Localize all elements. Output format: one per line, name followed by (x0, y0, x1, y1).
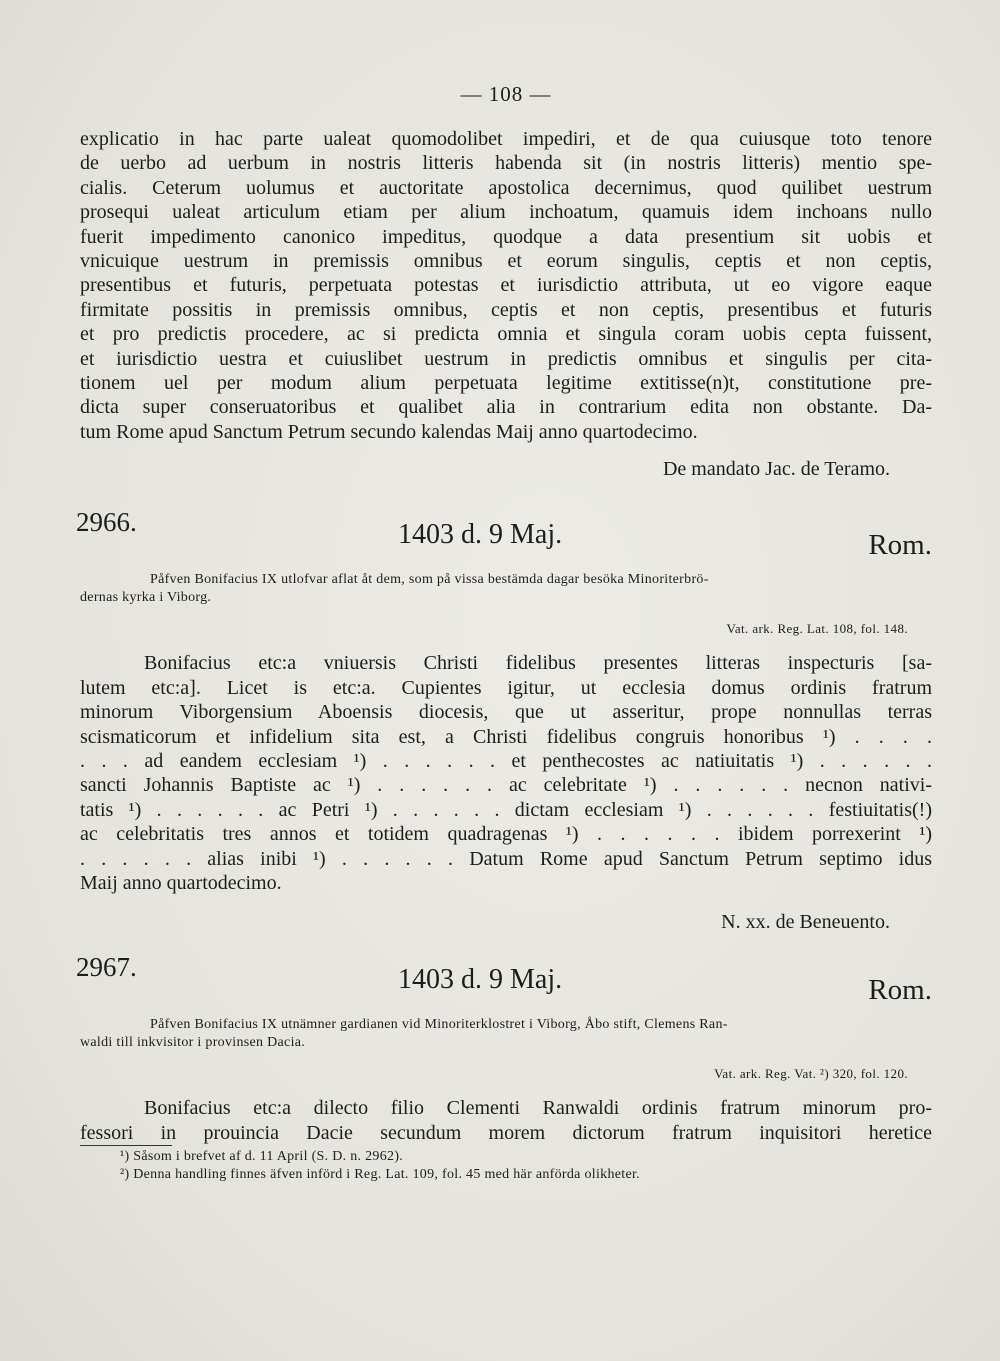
text-line: Bonifacius etc:a dilecto filio Clementi Ranwaldi ordinis fratrum minorum pro- (144, 1097, 932, 1120)
document-summary (80, 571, 932, 607)
text-line: vnicuique uestrum in premissis omnibus et eorum singulis, ceptis et non ceptis, (80, 250, 932, 273)
text-line: ac celebritatis tres annos et totidem quadragenas ¹) . . . . . . ibidem porrexerint ¹) (80, 823, 932, 846)
text-line: firmitate possitis in premissis omnibus, ceptis et non ceptis, presentibus et futuris (80, 298, 932, 321)
footnote-divider (80, 1145, 172, 1146)
footnote: ²) Denna handling finnes äfven införd i Reg. Lat. 109, fol. 45 med här anförda olikheter. (120, 1167, 640, 1183)
document-place: Rom. (868, 974, 932, 1007)
footnotes (120, 1148, 932, 1184)
page-number: — 108 — (460, 82, 552, 106)
text-line: . . . ad eandem ecclesiam ¹) . . . . . . et penthecostes ac natiuitatis ¹) . . . . . . (80, 749, 932, 772)
footnote: ¹) Såsom i brefvet af d. 11 April (S. D. n. 2962). (120, 1149, 404, 1165)
summary-line: Påfven Bonifacius IX utnämner gardianen vid Minoriterklostret i Viborg, Åbo stift, Clemens Ran- (150, 1017, 728, 1033)
text-line: explicatio in hac parte ualeat quomodolibet impediri, et de qua cuiusque toto tenore (80, 128, 932, 150)
text-line: cialis. Ceterum uolumus et auctoritate apostolica decernimus, quod quilibet uestrum (80, 176, 932, 199)
text-line: tionem uel per modum alium perpetuata legitime extitisse(n)t, constitutione pre- (80, 372, 932, 395)
document-number: 2966. (76, 507, 137, 538)
document-summary (80, 1016, 932, 1052)
document-body (80, 1096, 932, 1145)
text-line: presentibus et futuris, perpetuata potestas et iurisdictio attributa, ut eo vigore eaque (80, 274, 932, 297)
text-line: et pro predictis procedere, ac si predicta omnia et singula coram uobis cepta fuissent, (80, 323, 932, 346)
document-date: 1403 d. 9 Maj. (398, 964, 563, 996)
text-line: tum Rome apud Sanctum Petrum secundo kalendas Maij anno quartodecimo. (80, 420, 698, 443)
text-line: tatis ¹) . . . . . . ac Petri ¹) . . . . . . dictam ecclesiam ¹) . . . . . . festiuitatis(!) (80, 798, 932, 821)
text-line: et iurisdictio uestra et cuiuslibet uestrum in predictis omnibus et singulis per cita- (80, 347, 932, 370)
text-line: . . . . . . alias inibi ¹) . . . . . . Datum Rome apud Sanctum Petrum septimo idus (80, 847, 932, 870)
signature: De mandato Jac. de Teramo. (662, 458, 890, 481)
text-line: scismaticorum et infidelium sita est, a Christi fidelibus congruis honoribus ¹) . . . . (80, 725, 932, 748)
document-place: Rom. (868, 529, 932, 562)
text-line: dicta super conseruatoribus et qualibet alia in contrarium edita non obstante. Da- (80, 396, 932, 419)
document-heading (76, 952, 932, 1008)
text-line: sancti Johannis Baptiste ac ¹) . . . . . . ac celebritate ¹) . . . . . . necnon nativi- (80, 774, 932, 797)
summary-line: dernas kyrka i Viborg. (80, 590, 212, 606)
text-line: prosequi ualeat articulum etiam per alium inchoatum, quamuis idem inchoans nullo (80, 201, 932, 224)
text-line: lutem etc:a]. Licet is etc:a. Cupientes igitur, ut ecclesia domus ordinis fratrum (80, 676, 932, 699)
summary-line: Påfven Bonifacius IX utlofvar aflat åt dem, som på vissa bestämda dagar besöka Minoriterbrö- (150, 572, 709, 588)
text-line: fessori in prouincia Dacie secundum morem dictorum fratrum inquisitori heretice (80, 1121, 932, 1144)
text-line: fuerit impedimento canonico impeditus, quodque a data presentium sit uobis et (80, 225, 932, 248)
archive-source: Vat. ark. Reg. Vat. ²) 320, fol. 120. (714, 1066, 908, 1082)
document-date: 1403 d. 9 Maj. (398, 519, 563, 551)
signature: N. xx. de Beneuento. (721, 911, 890, 934)
document-number: 2967. (76, 952, 137, 983)
document-body (80, 651, 932, 895)
text-line: minorum Viborgensium Aboensis diocesis, que ut asseritur, prope nonnullas terras (80, 701, 932, 724)
summary-line: waldi till inkvisitor i provinsen Dacia. (80, 1035, 306, 1051)
text-line: de uerbo ad uerbum in nostris litteris habenda sit (in nostris litteris) mentio spe- (80, 152, 932, 175)
document-heading (76, 507, 932, 563)
continuation-text (80, 127, 932, 444)
archive-source: Vat. ark. Reg. Lat. 108, fol. 148. (726, 621, 908, 637)
text-line: Bonifacius etc:a vniuersis Christi fidelibus presentes litteras inspecturis [sa- (144, 652, 932, 675)
text-line: Maij anno quartodecimo. (80, 871, 282, 894)
